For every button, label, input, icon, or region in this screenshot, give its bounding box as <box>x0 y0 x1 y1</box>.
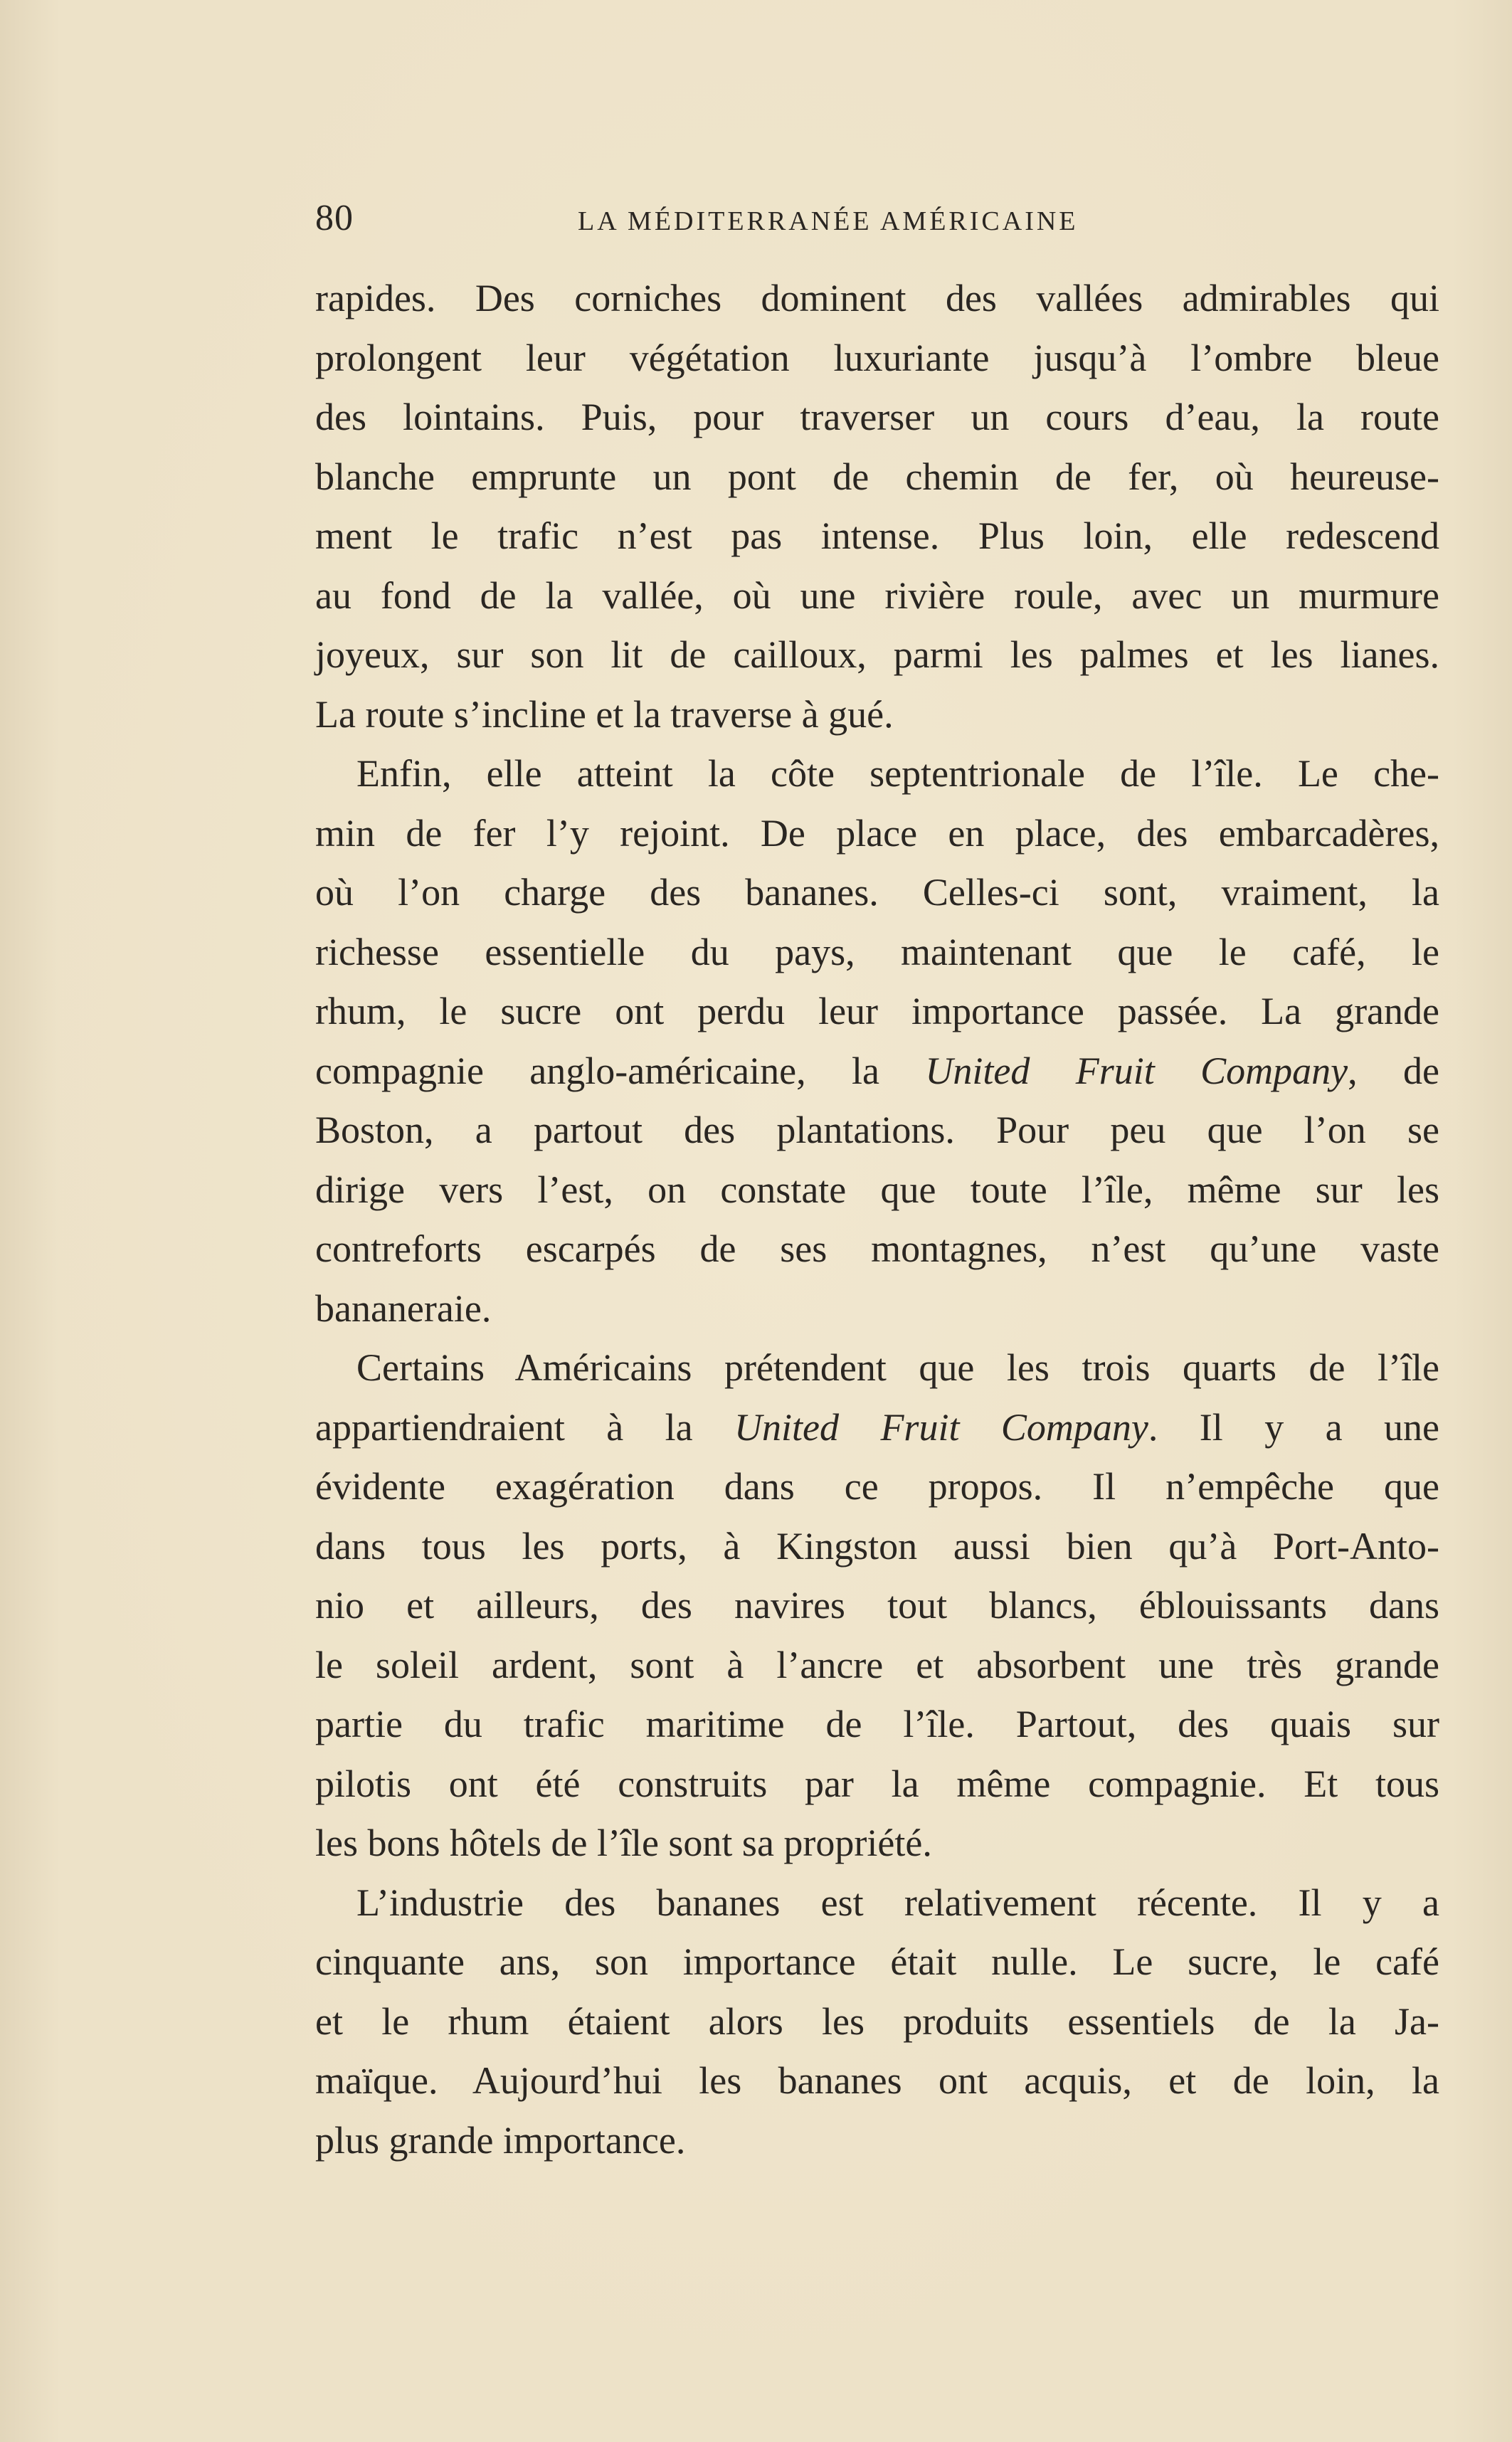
text-line: L’industrie des bananes est relativement récente. Il y a <box>356 1881 1439 1924</box>
paragraph <box>315 269 1439 744</box>
italic-company-name: United Fruit Company <box>734 1405 1148 1449</box>
text-line: richesse essentielle du pays, maintenant que le café, le <box>315 930 1439 973</box>
running-head <box>315 194 1439 243</box>
text-line: prolongent leur végétation luxuriante jusqu’à l’ombre bleue <box>315 336 1439 379</box>
italic-company-name: United Fruit Company <box>925 1049 1348 1092</box>
text-line: rapides. Des corniches dominent des vallées admirables qui <box>315 277 1439 319</box>
text-line: joyeux, sur son lit de cailloux, parmi les palmes et les lianes. <box>315 633 1439 676</box>
text-line: bananeraie. <box>315 1286 492 1330</box>
text-line: min de fer l’y rejoint. De place en place, des embarcadères, <box>315 811 1439 855</box>
text-line: Boston, a partout des plantations. Pour peu que l’on se <box>315 1109 1439 1151</box>
text-line: dirige vers l’est, on constate que toute l’île, même sur les <box>315 1168 1439 1211</box>
text-line: partie du trafic maritime de l’île. Partout, des quais sur <box>315 1703 1439 1745</box>
paragraph <box>315 1338 1439 1873</box>
text-line: le soleil ardent, sont à l’ancre et absorbent une très grande <box>315 1643 1439 1686</box>
text-line: pilotis ont été construits par la même compagnie. Et tous <box>315 1762 1439 1805</box>
text-line: dans tous les ports, à Kingston aussi bien qu’à Port-Anto- <box>315 1524 1439 1568</box>
text-line: maïque. Aujourd’hui les bananes ont acquis, et de loin, la <box>315 2059 1439 2102</box>
text-line: où l’on charge des bananes. Celles-ci sont, vraiment, la <box>315 871 1439 914</box>
text-line: nio et ailleurs, des navires tout blancs, éblouissants dans <box>315 1584 1439 1627</box>
text-line: rhum, le sucre ont perdu leur importance passée. La grande <box>315 990 1439 1032</box>
text-line: et le rhum étaient alors les produits essentiels de la Ja- <box>315 1999 1439 2043</box>
paragraph <box>315 1873 1439 2171</box>
body-text <box>315 269 1439 2170</box>
text-line: La route s’incline et la traverse à gué. <box>315 692 894 736</box>
paragraph <box>315 744 1439 1338</box>
text-line: compagnie anglo-américaine, la United Fruit Company, de <box>315 1049 1439 1092</box>
text-line: des lointains. Puis, pour traverser un cours d’eau, la route <box>315 396 1439 438</box>
text-line: plus grande importance. <box>315 2118 686 2162</box>
text-line: ment le trafic n’est pas intense. Plus loin, elle redescend <box>315 514 1439 557</box>
text-line: Certains Américains prétendent que les trois quarts de l’île <box>356 1346 1439 1389</box>
text-line: appartiendraient à la United Fruit Company. Il y a une <box>315 1405 1440 1449</box>
text-line: cinquante ans, son importance était nulle. Le sucre, le café <box>315 1940 1439 1983</box>
text-line: contreforts escarpés de ses montagnes, n’est qu’une vaste <box>315 1227 1439 1270</box>
text-line: Enfin, elle atteint la côte septentrionale de l’île. Le che- <box>356 752 1439 795</box>
page-number: 80 <box>315 198 354 238</box>
text-line: évidente exagération dans ce propos. Il n’empêche que <box>315 1465 1439 1508</box>
text-line: au fond de la vallée, où une rivière roule, avec un murmure <box>315 574 1439 617</box>
text-line: blanche emprunte un pont de chemin de fer, où heureuse- <box>315 455 1439 498</box>
running-title: LA MÉDITERRANÉE AMÉRICAINE <box>578 206 1079 236</box>
text-line: les bons hôtels de l’île sont sa propriété. <box>315 1822 932 1864</box>
